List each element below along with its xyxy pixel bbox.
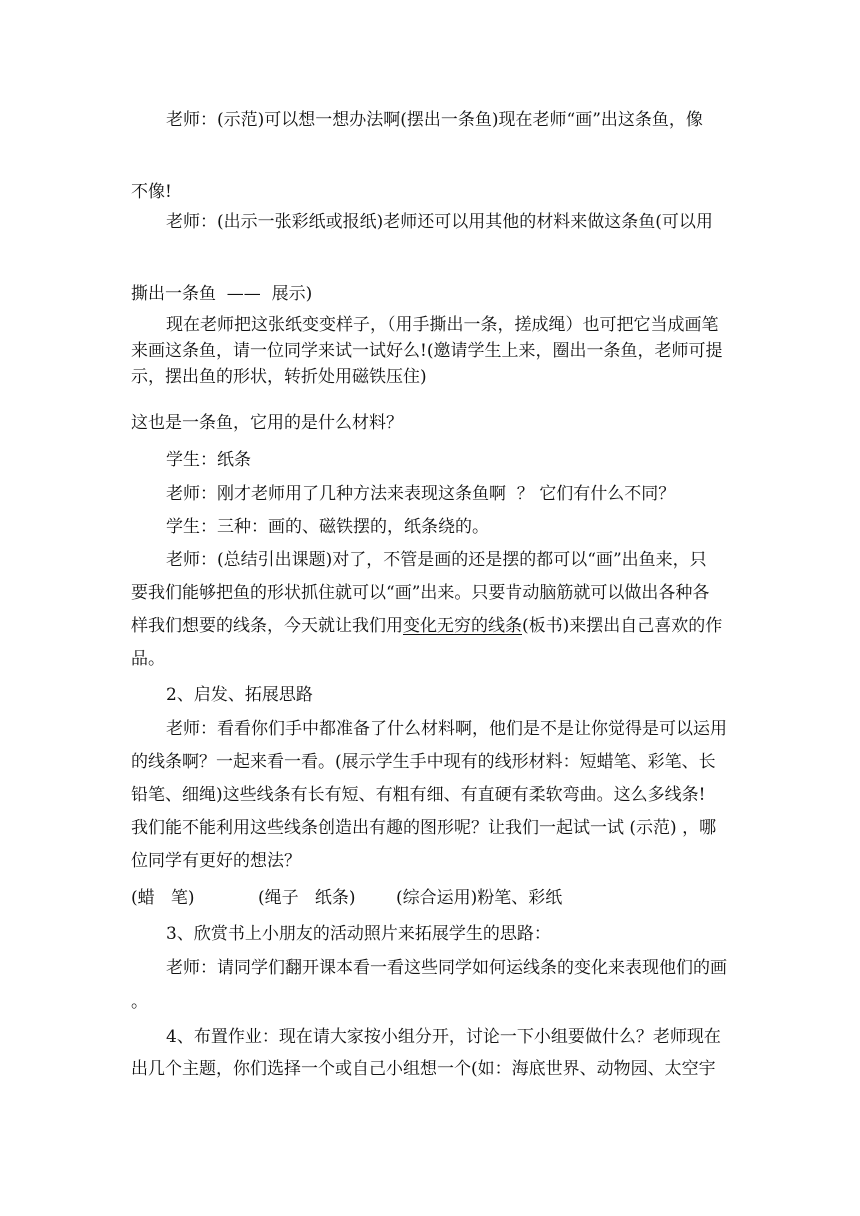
line-text: 样我们想要的线条，今天就让我们用 <box>131 616 403 636</box>
lesson-title-underlined: 变化无穷的线条 <box>403 616 522 636</box>
section-heading: 3、欣赏书上小朋友的活动照片来拓展学生的思路： <box>166 924 551 944</box>
material-item: (综合运用)粉笔、彩纸 <box>396 888 563 908</box>
paragraph-line: 出几个主题，你们选择一个或自己小组想一个(如：海底世界、动物园、太空宇 <box>131 1059 716 1079</box>
paragraph-line: 示，摆出鱼的形状，转折处用磁铁压住) <box>131 367 427 387</box>
paragraph-line: 铅笔、细绳)这些线条有长有短、有粗有细、有直硬有柔软弯曲。这么多线条! <box>131 785 706 805</box>
line-text: (板书)来摆出自己喜欢的作 <box>522 616 723 636</box>
paragraph-line: 老师：(出示一张彩纸或报纸)老师还可以用其他的材料来做这条鱼(可以用 <box>166 212 713 232</box>
section-heading: 4、布置作业：现在请大家按小组分开，讨论一下小组要做什么？老师现在 <box>166 1027 721 1047</box>
section-heading: 2、启发、拓展思路 <box>166 685 313 705</box>
paragraph-line: 我们能不能利用这些线条创造出有趣的图形呢？让我们一起试一试 (示范) ，哪 <box>131 818 717 838</box>
paragraph-line: 学生：三种：画的、磁铁摆的，纸条绕的。 <box>166 517 489 537</box>
paragraph-line: 。 <box>131 992 148 1012</box>
paragraph-line: 不像! <box>131 182 172 202</box>
paragraph-line: 老师：看看你们手中都准备了什么材料啊，他们是不是让你觉得是可以运用 <box>166 719 727 739</box>
paragraph-line: 品。 <box>131 649 165 669</box>
paragraph-line: 要我们能够把鱼的形状抓住就可以“画”出来。只要肯动脑筋就可以做出各种各 <box>131 583 710 603</box>
paragraph-line: 的线条啊？一起来看一看。(展示学生手中现有的线形材料：短蜡笔、彩笔、长 <box>131 752 716 772</box>
paragraph-line: 学生：纸条 <box>166 450 251 470</box>
paragraph-line: 这也是一条鱼，它用的是什么材料？ <box>131 413 403 433</box>
paragraph-line: 老师：(总结引出课题)对了，不管是画的还是摆的都可以“画”出鱼来，只 <box>166 550 707 570</box>
material-item: (蜡 笔) <box>131 888 195 908</box>
paragraph-line: 撕出一条鱼 —— 展示) <box>131 284 313 304</box>
paragraph-line: 老师：刚才老师用了几种方法来表现这条鱼啊 ？ 它们有什么不同？ <box>166 484 676 504</box>
paragraph-line: 现在老师把这张纸变变样子，（用手撕出一条，搓成绳）也可把它当成画笔 <box>166 315 719 335</box>
paragraph-line: 老师：请同学们翻开课本看一看这些同学如何运线条的变化来表现他们的画 <box>166 958 727 978</box>
paragraph-line: 老师：(示范)可以想一想办法啊(摆出一条鱼)现在老师“画”出这条鱼，像 <box>166 110 703 130</box>
material-item: (绳子 纸条) <box>258 888 356 908</box>
paragraph-line: 来画这条鱼，请一位同学来试一试好么!(邀请学生上来，圈出一条鱼，老师可提 <box>131 341 723 361</box>
paragraph-line <box>131 614 722 638</box>
paragraph-line: 位同学有更好的想法？ <box>131 851 301 871</box>
